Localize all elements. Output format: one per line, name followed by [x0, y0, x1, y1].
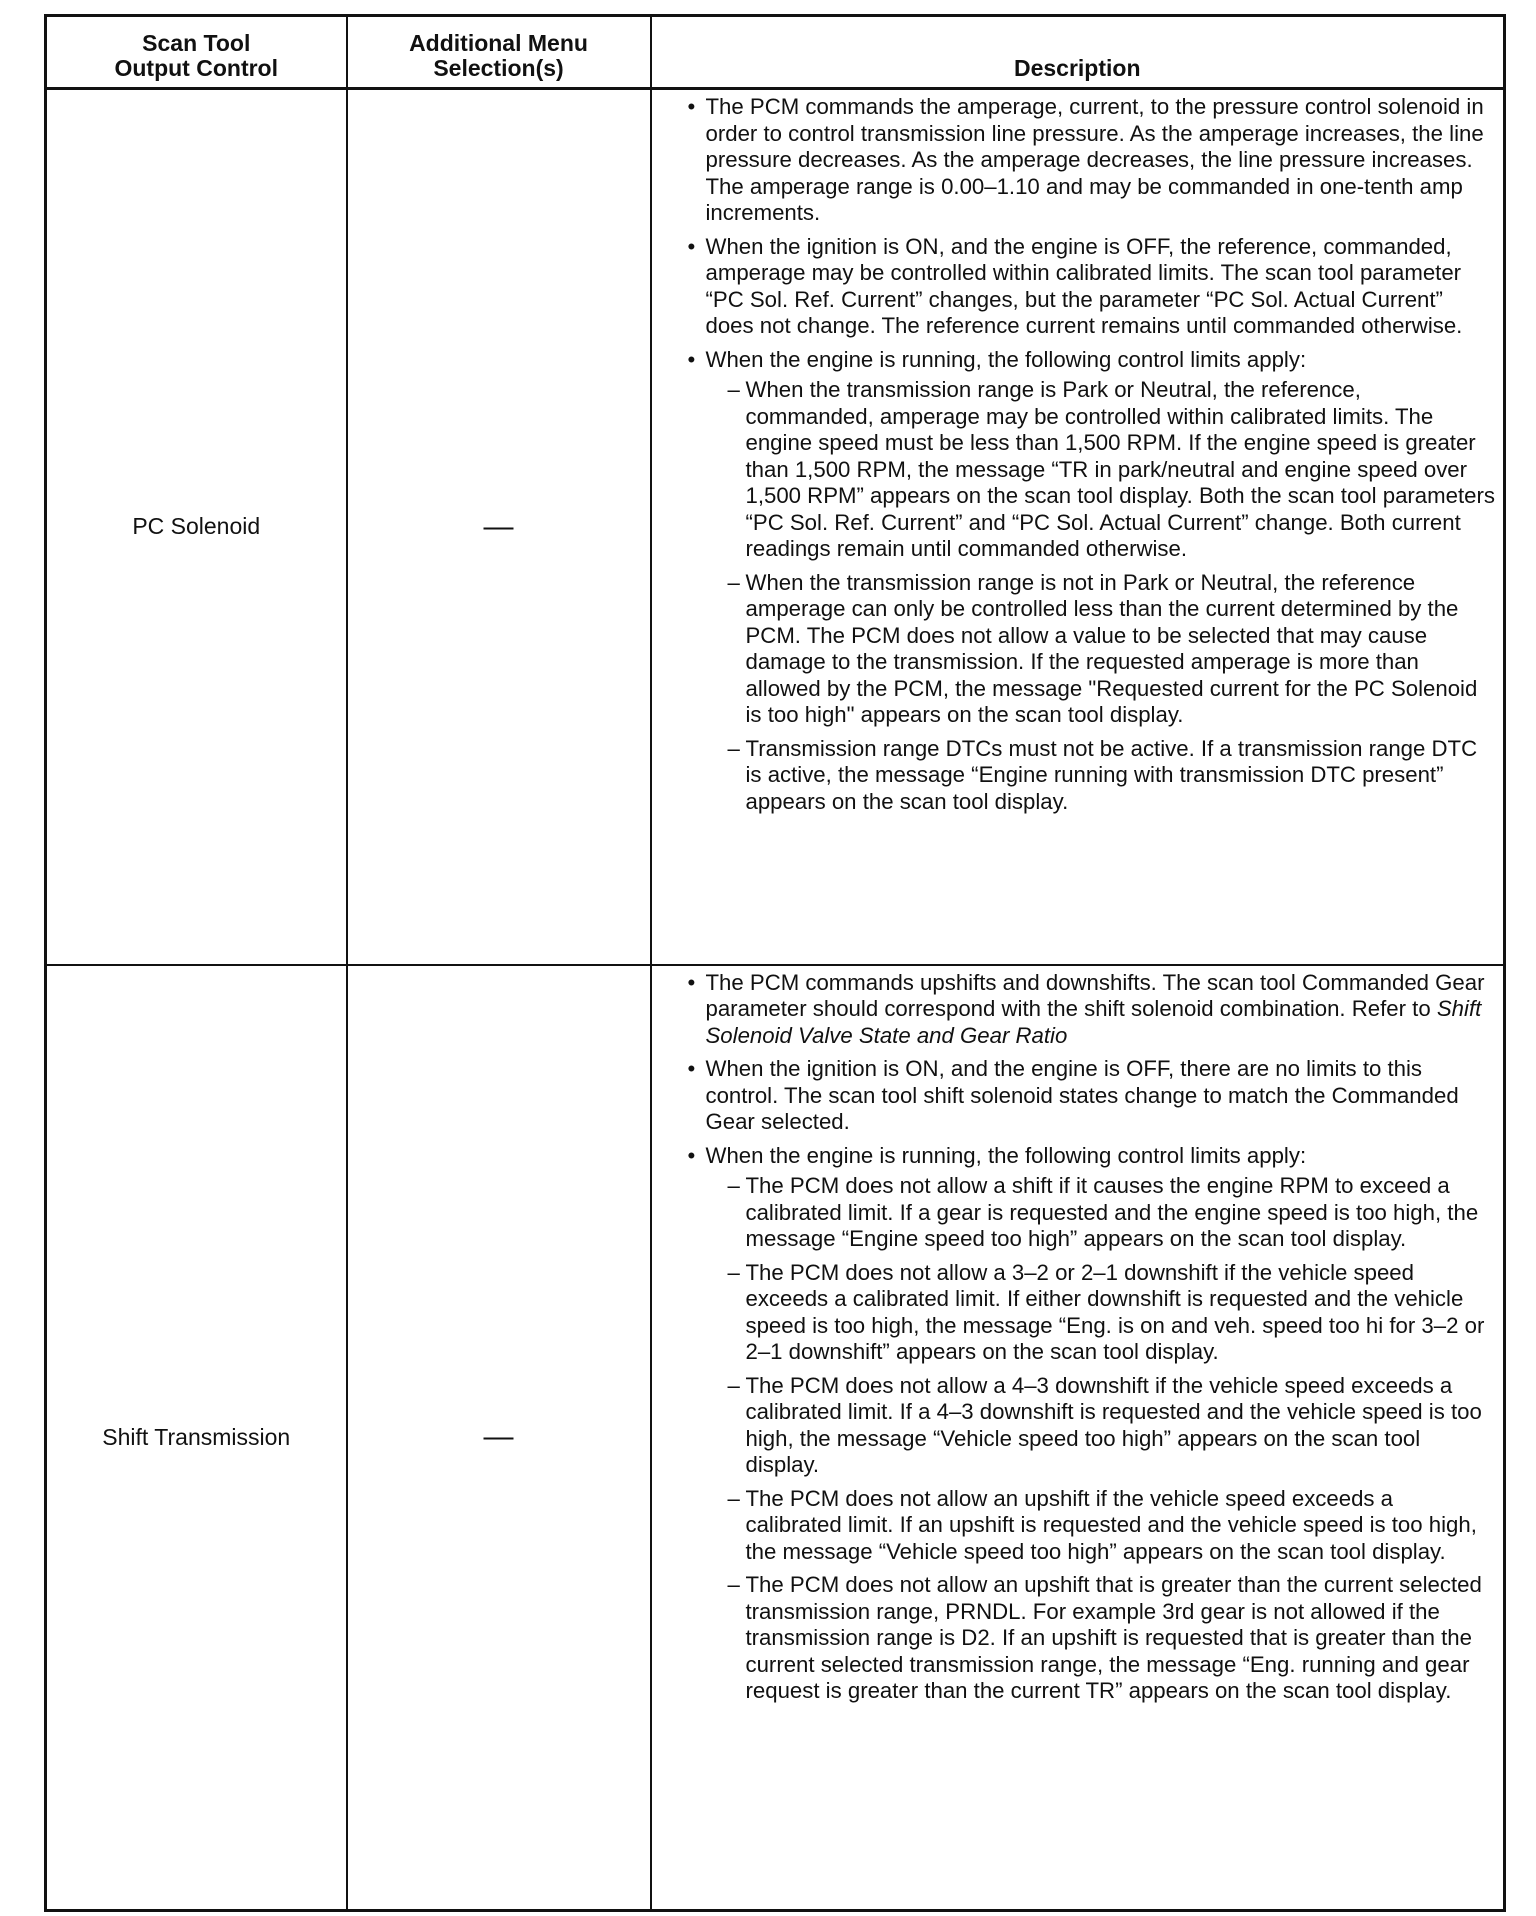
dash-item: – The PCM does not allow a 3–2 or 2–1 downshift if the vehicle speed exceeds a calibrated limit. If either downshift is requested and the vehicle speed is too high, the message “Eng. is on and veh. speed too hi for 3–2 or 2–1 downshift” appears on the scan tool display.: [728, 1260, 1496, 1366]
dash-item: – The PCM does not allow a 4–3 downshift if the vehicle speed exceeds a calibrated limit. If a 4–3 downshift is requested and the vehicle speed is too high, the message “Vehicle speed too high” appears on the scan tool display.: [728, 1373, 1496, 1479]
output-control-name: PC Solenoid: [46, 89, 347, 965]
header-row: [46, 16, 1505, 89]
header-description: [651, 16, 1505, 89]
bullet-item: [688, 970, 1496, 1050]
bullet-text: When the engine is running, the following control limits apply:: [705, 1142, 1307, 1168]
bullet-item: [688, 1143, 1496, 1705]
bullet-item: [688, 347, 1496, 816]
header-line: Output Control: [114, 55, 278, 81]
dash-item: – When the transmission range is not in Park or Neutral, the reference amperage can only be controlled less than the current determined by the PCM. The PCM does not allow a value to be selected that may cause damage to the transmission. If the requested amperage is more than allowed by the PCM, the message "Requested current for the PC Solenoid is too high" appears on the scan tool display.: [728, 570, 1496, 729]
header-line: Scan Tool: [142, 30, 251, 56]
bullet-text: The PCM commands upshifts and downshifts. The scan tool Commanded Gear parameter should correspond with the shift solenoid combination. Refer to: [705, 969, 1485, 1021]
table-row: [46, 965, 1505, 1911]
bullet-list: [688, 970, 1496, 1705]
header-line: Description: [1013, 55, 1141, 81]
table-row: [46, 89, 1505, 965]
menu-selection: —: [347, 89, 651, 965]
output-control-table: [44, 14, 1506, 1912]
dash-list: [706, 377, 1496, 815]
bullet-list: [688, 94, 1496, 815]
header-additional-menu-selections: [347, 16, 651, 89]
dash-item: – When the transmission range is Park or Neutral, the reference, commanded, amperage may be controlled within calibrated limits. The engine speed must be less than 1,500 RPM. If the engine speed is greater than 1,500 RPM, the message “TR in park/neutral and engine speed over 1,500 RPM” appears on the scan tool display. Both the scan tool parameters “PC Sol. Ref. Current” and “PC Sol. Actual Current” change. Both current readings remain until commanded otherwise.: [728, 377, 1496, 563]
bullet-item: • When the ignition is ON, and the engine is OFF, there are no limits to this control. The scan tool shift solenoid states change to match the Commanded Gear selected.: [688, 1056, 1496, 1136]
header-line: Additional Menu: [409, 30, 588, 56]
description-cell: [651, 965, 1505, 1911]
header-scan-tool-output-control: [46, 16, 347, 89]
header-line: Selection(s): [433, 55, 564, 81]
output-control-name: Shift Transmission: [46, 965, 347, 1911]
cross-reference: Shift Solenoid Valve State and Gear Ratio: [705, 996, 1482, 1048]
bullet-text: When the engine is running, the following control limits apply:: [705, 346, 1307, 372]
dash-list: [706, 1173, 1496, 1705]
dash-item: – The PCM does not allow an upshift that is greater than the current selected transmission range, PRNDL. For example 3rd gear is not allowed if the transmission range is D2. If an upshift is requested that is greater than the current selected transmission range, the message “Eng. running and gear request is greater than the current TR” appears on the scan tool display.: [728, 1572, 1496, 1705]
dash-item: – The PCM does not allow an upshift if the vehicle speed exceeds a calibrated limit. If an upshift is requested and the vehicle speed is too high, the message “Vehicle speed too high” appears on the scan tool display.: [728, 1486, 1496, 1566]
description-cell: [651, 89, 1505, 965]
dash-item: – The PCM does not allow a shift if it causes the engine RPM to exceed a calibrated limit. If a gear is requested and the engine speed is too high, the message “Engine speed too high” appears on the scan tool display.: [728, 1173, 1496, 1253]
bullet-item: • When the ignition is ON, and the engine is OFF, the reference, commanded, amperage may be controlled within calibrated limits. The scan tool parameter “PC Sol. Ref. Current” changes, but the parameter “PC Sol. Actual Current” does not change. The reference current remains until commanded otherwise.: [688, 234, 1496, 340]
menu-selection: —: [347, 965, 651, 1911]
dash-item: – Transmission range DTCs must not be active. If a transmission range DTC is active, the message “Engine running with transmission DTC present” appears on the scan tool display.: [728, 736, 1496, 816]
bullet-item: • The PCM commands the amperage, current, to the pressure control solenoid in order to control transmission line pressure. As the amperage increases, the line pressure decreases. As the amperage decreases, the line pressure increases. The amperage range is 0.00–1.10 and may be commanded in one-tenth amp increments.: [688, 94, 1496, 227]
